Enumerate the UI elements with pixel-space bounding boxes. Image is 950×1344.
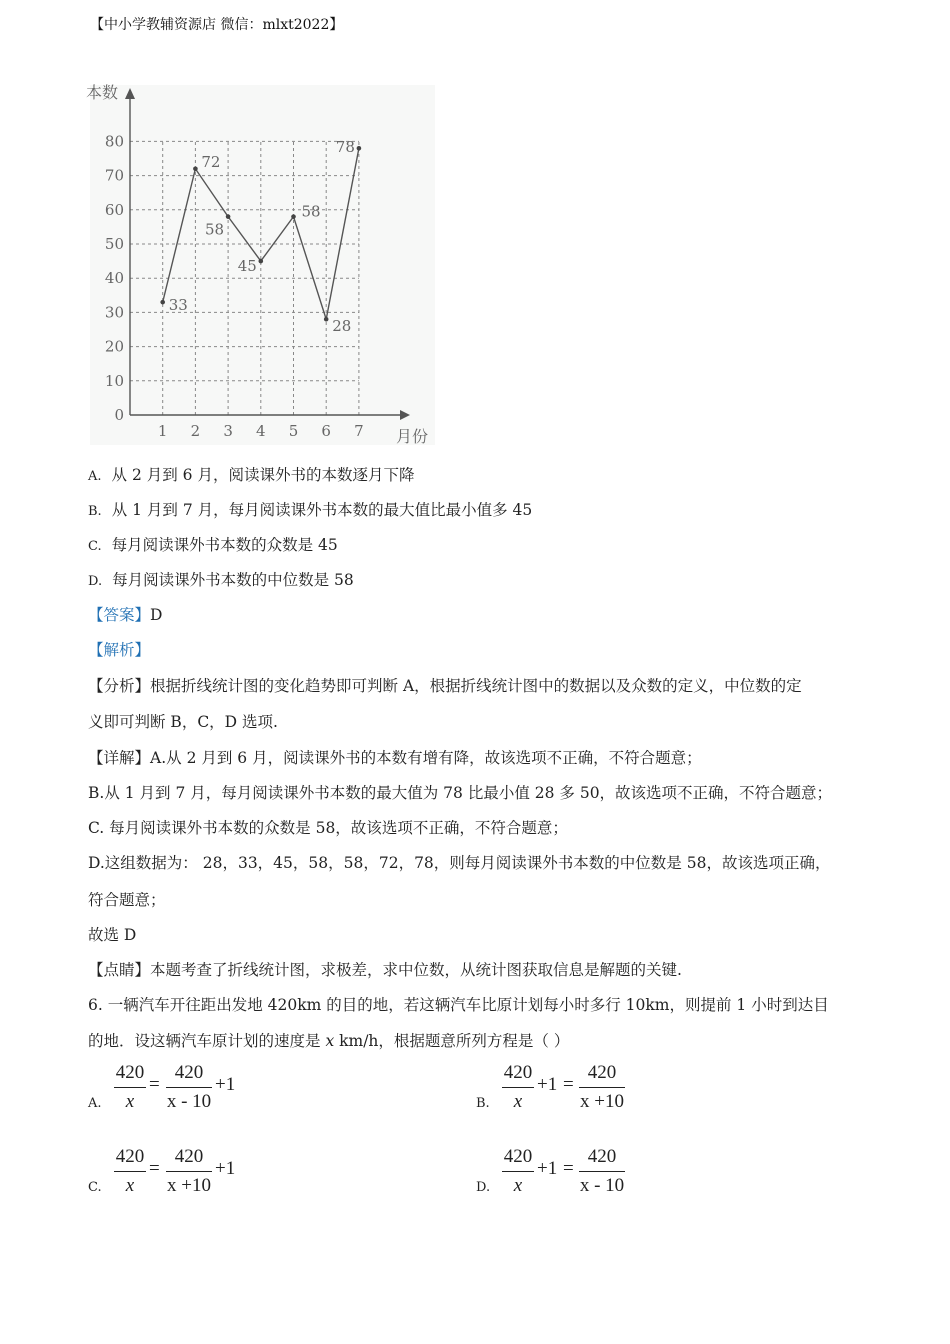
choice-label: D. xyxy=(476,1180,491,1195)
data-label: 72 xyxy=(201,152,221,171)
denominator: x xyxy=(125,1175,135,1196)
denominator: x xyxy=(125,1091,135,1112)
denominator: x - 10 xyxy=(579,1175,625,1196)
answer-tag: 【答案】 xyxy=(88,606,151,624)
denominator: x - 10 xyxy=(166,1091,212,1112)
option-c xyxy=(88,535,338,557)
fraction-bar xyxy=(114,1087,146,1088)
fraction-bar xyxy=(579,1171,625,1172)
option-letter: D. xyxy=(88,574,103,589)
plus-one: +1 xyxy=(215,1074,236,1095)
detail-conclusion: 故选 D xyxy=(88,926,137,944)
option-text: 每月阅读课外书本数的中位数是 58 xyxy=(112,571,354,589)
answer-line xyxy=(88,605,162,625)
option-a xyxy=(88,465,414,487)
x-tick-label: 1 xyxy=(157,422,168,440)
data-label: 78 xyxy=(335,138,355,157)
choice-b-equation xyxy=(476,1062,656,1114)
x-tick-label: 6 xyxy=(321,422,331,440)
y-tick-label: 0 xyxy=(114,406,124,424)
question-6-text-end: km/h，根据题意所列方程是（ ） xyxy=(334,1032,570,1050)
option-d xyxy=(88,570,354,592)
question-6-line-2 xyxy=(88,1031,569,1051)
analysis-line-1 xyxy=(88,676,802,696)
y-axis-label: 本数 xyxy=(86,83,119,102)
choice-c-equation xyxy=(88,1146,268,1198)
plus-one: +1 xyxy=(537,1074,558,1095)
fraction-bar xyxy=(114,1171,146,1172)
choice-label: A. xyxy=(88,1096,102,1111)
numerator: 420 xyxy=(174,1062,204,1083)
fraction-bar xyxy=(502,1087,534,1088)
option-letter: B. xyxy=(88,504,102,519)
data-label: 28 xyxy=(332,317,352,336)
equals-sign: = xyxy=(149,1158,160,1179)
y-tick-label: 30 xyxy=(104,303,124,322)
fenxi-text: 根据折线统计图的变化趋势即可判断 A，根据折线统计图中的数据以及众数的定义，中位数的定 xyxy=(150,677,802,695)
denominator: x +10 xyxy=(580,1091,624,1112)
y-tick-label: 70 xyxy=(104,166,124,185)
fenxi-tag: 【分析】 xyxy=(88,677,151,695)
option-b xyxy=(88,500,532,522)
dianjing-text: 本题考查了折线统计图，求极差，求中位数，从统计图获取信息是解题的关键. xyxy=(150,961,682,979)
x-tick-label: 5 xyxy=(288,422,299,440)
y-tick-label: 10 xyxy=(104,371,124,390)
variable-x: x xyxy=(325,1032,335,1050)
numerator: 420 xyxy=(587,1146,617,1167)
choice-label: B. xyxy=(476,1096,490,1111)
fraction-bar xyxy=(502,1171,534,1172)
numerator: 420 xyxy=(174,1146,204,1167)
choice-d-equation xyxy=(476,1146,656,1198)
choice-a-equation xyxy=(88,1062,268,1114)
option-text: 从 2 月到 6 月，阅读课外书的本数逐月下降 xyxy=(111,466,415,484)
plus-one: +1 xyxy=(215,1158,236,1179)
detail-d-line-2: 符合题意； xyxy=(88,891,166,909)
plus-one: +1 xyxy=(537,1158,558,1179)
numerator: 420 xyxy=(115,1062,145,1083)
analysis-tag: 【解析】 xyxy=(88,641,151,659)
equals-sign: = xyxy=(563,1158,574,1179)
data-point xyxy=(324,317,329,322)
detail-b: B.从 1 月到 7 月，每月阅读课外书本数的最大值为 78 比最小值 28 多 50，故该选项不正确，不符合题意； xyxy=(88,784,833,802)
x-tick-label: 7 xyxy=(354,422,364,440)
chart-background xyxy=(90,85,435,445)
data-label: 33 xyxy=(168,296,188,315)
option-text: 每月阅读课外书本数的众数是 45 xyxy=(111,536,338,554)
detail-c: C. 每月阅读课外书本数的众数是 58，故该选项不正确，不符合题意； xyxy=(88,819,568,837)
equals-sign: = xyxy=(149,1074,160,1095)
y-tick-label: 60 xyxy=(104,200,124,219)
question-6-line-1: 6. 一辆汽车开往距出发地 420km 的目的地，若这辆汽车比原计划每小时多行 10km，则提前 1 小时到达目 xyxy=(88,996,829,1014)
numerator: 420 xyxy=(587,1062,617,1083)
option-text: 从 1 月到 7 月，每月阅读课外书本数的最大值比最小值多 45 xyxy=(111,501,533,519)
y-tick-label: 40 xyxy=(104,269,124,288)
x-tick-label: 4 xyxy=(256,422,266,440)
denominator: x xyxy=(513,1175,523,1196)
data-point xyxy=(259,259,264,264)
question-6-text: 的地．设这辆汽车原计划的速度是 xyxy=(88,1032,326,1050)
fraction-bar xyxy=(166,1087,212,1088)
choice-label: C. xyxy=(88,1180,102,1195)
x-tick-label: 3 xyxy=(223,422,233,440)
y-tick-label: 20 xyxy=(104,337,124,356)
detail-a xyxy=(88,748,702,768)
data-point xyxy=(193,166,198,171)
data-label: 58 xyxy=(301,202,321,221)
detail-tag: 【详解】 xyxy=(88,749,151,767)
dianjing-tag: 【点睛】 xyxy=(88,961,151,979)
equals-sign: = xyxy=(563,1074,574,1095)
denominator: x xyxy=(513,1091,523,1112)
numerator: 420 xyxy=(115,1146,145,1167)
fraction-bar xyxy=(579,1087,625,1088)
page-header: 【中小学教辅资源店 微信：mlxt2022】 xyxy=(90,17,344,33)
data-label: 45 xyxy=(237,257,257,276)
y-tick-label: 50 xyxy=(104,235,124,253)
data-point xyxy=(160,300,165,305)
x-axis-label: 月份 xyxy=(396,427,429,446)
denominator: x +10 xyxy=(167,1175,211,1196)
y-tick-label: 80 xyxy=(104,132,124,151)
detail-d-line-1: D.这组数据为： 28，33，45，58，58，72，78，则每月阅读课外书本数的中位数是 58，故该选项正确， xyxy=(88,854,831,872)
detail-a-text: A.从 2 月到 6 月，阅读课外书的本数有增有降，故该选项不正确，不符合题意； xyxy=(150,749,702,767)
numerator: 420 xyxy=(503,1146,533,1167)
x-tick-label: 2 xyxy=(190,422,201,440)
analysis-line-2: 义即可判断 B，C，D 选项. xyxy=(88,713,278,731)
line-chart xyxy=(80,80,440,450)
fraction-bar xyxy=(166,1171,212,1172)
data-point xyxy=(226,214,231,219)
answer-value: D xyxy=(150,606,163,624)
data-label: 58 xyxy=(205,220,225,239)
data-point xyxy=(291,214,296,219)
data-point xyxy=(357,146,362,151)
option-letter: A. xyxy=(88,469,102,484)
numerator: 420 xyxy=(503,1062,533,1083)
y-tick-labels xyxy=(105,132,124,424)
dianjing-line xyxy=(88,960,682,980)
option-letter: C. xyxy=(88,539,102,554)
